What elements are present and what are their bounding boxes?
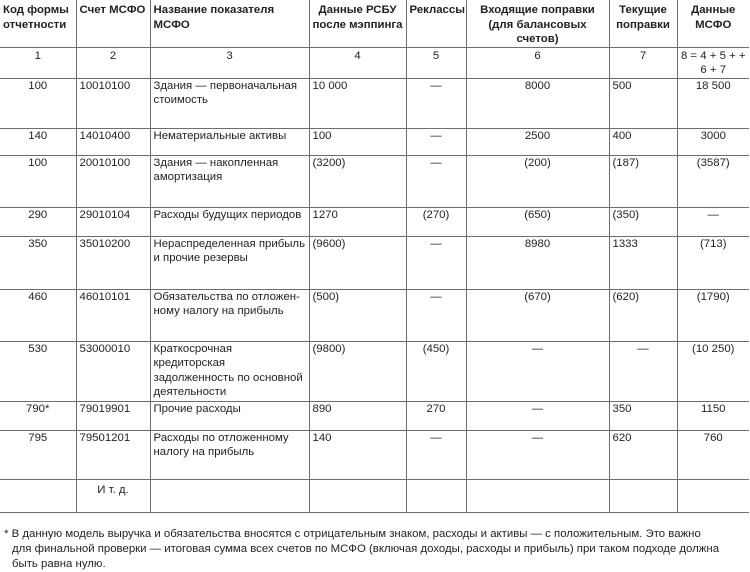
cell-ifrs: (1790): [677, 289, 749, 341]
header-ifrs-data: Данные МСФО: [677, 0, 749, 47]
cell-reclass: 270: [406, 401, 466, 430]
cell-reclass: (270): [406, 207, 466, 236]
cell-rsbu: 140: [309, 430, 406, 479]
footnote-line: * В данную модель выручка и обязательства вносятся с отрицательным знаком, расходы и активы — с положительным. Это важно: [4, 528, 701, 540]
cell-current: (620): [609, 289, 677, 341]
table-row: [0, 155, 749, 207]
header-ifrs-name: Название показателя МСФО: [150, 0, 309, 47]
cell-form-code: 100: [0, 78, 76, 128]
column-number: 1: [0, 47, 76, 78]
cell-ifrs: 18 500: [677, 78, 749, 128]
cell-incoming: —: [466, 341, 609, 401]
etc-row: [0, 479, 749, 512]
cell-empty: [0, 479, 76, 512]
cell-reclass: —: [406, 236, 466, 289]
cell-form-code: 795: [0, 430, 76, 479]
cell-rsbu: 890: [309, 401, 406, 430]
cell-rsbu: (3200): [309, 155, 406, 207]
cell-account: 79501201: [76, 430, 150, 479]
cell-account: 46010101: [76, 289, 150, 341]
header-row: [0, 0, 749, 47]
footnote-line: быть равна нулю.: [12, 558, 106, 570]
cell-rsbu: (9600): [309, 236, 406, 289]
cell-incoming: 2500: [466, 128, 609, 155]
column-number: 7: [609, 47, 677, 78]
cell-reclass: —: [406, 430, 466, 479]
cell-empty: [406, 479, 466, 512]
cell-ifrs: (3587): [677, 155, 749, 207]
cell-account: 35010200: [76, 236, 150, 289]
cell-form-code: 790*: [0, 401, 76, 430]
footnote: [4, 527, 748, 572]
cell-account: 53000010: [76, 341, 150, 401]
cell-name: Расходы по отложенному налогу на прибыль: [150, 430, 309, 479]
cell-current: 500: [609, 78, 677, 128]
cell-name: Здания — накопленная амортизация: [150, 155, 309, 207]
cell-empty: [677, 479, 749, 512]
cell-current: 620: [609, 430, 677, 479]
cell-reclass: (450): [406, 341, 466, 401]
cell-current: (350): [609, 207, 677, 236]
cell-current: 1333: [609, 236, 677, 289]
cell-reclass: —: [406, 78, 466, 128]
table-row: [0, 207, 749, 236]
column-number: 3: [150, 47, 309, 78]
header-ifrs-account: Счет МСФО: [76, 0, 150, 47]
table-row: [0, 128, 749, 155]
cell-incoming: (670): [466, 289, 609, 341]
column-number-row: [0, 47, 749, 78]
cell-empty: [466, 479, 609, 512]
cell-name: Краткосрочная кредиторская задолженность по основной деятельности: [150, 341, 309, 401]
table-row: [0, 430, 749, 479]
cell-name: Здания — первоначальная стоимость: [150, 78, 309, 128]
column-number: 8 = 4 + 5 + + 6 + 7: [677, 47, 749, 78]
table-row: [0, 236, 749, 289]
header-incoming-adjustments: Входящие поправки (для балансовых счетов): [466, 0, 609, 47]
cell-current: —: [609, 341, 677, 401]
cell-reclass: —: [406, 289, 466, 341]
cell-empty: [309, 479, 406, 512]
header-reclass: Реклассы: [406, 0, 466, 47]
cell-name: Расходы будущих периодов: [150, 207, 309, 236]
cell-current: (187): [609, 155, 677, 207]
column-number: 6: [466, 47, 609, 78]
cell-empty: [150, 479, 309, 512]
cell-account: 79019901: [76, 401, 150, 430]
cell-etc: И т. д.: [76, 479, 150, 512]
footnote-line: для финальной проверки — итоговая сумма всех счетов по МСФО (включая доходы, расходы и прибыль) при таком подходе должна: [12, 543, 720, 555]
cell-incoming: —: [466, 430, 609, 479]
cell-form-code: 140: [0, 128, 76, 155]
cell-rsbu: 10 000: [309, 78, 406, 128]
cell-account: 14010400: [76, 128, 150, 155]
cell-current: 350: [609, 401, 677, 430]
cell-rsbu: 100: [309, 128, 406, 155]
column-number: 4: [309, 47, 406, 78]
cell-ifrs: (10 250): [677, 341, 749, 401]
cell-rsbu: (500): [309, 289, 406, 341]
cell-ifrs: 3000: [677, 128, 749, 155]
cell-name: Прочие расходы: [150, 401, 309, 430]
cell-form-code: 530: [0, 341, 76, 401]
cell-reclass: —: [406, 128, 466, 155]
cell-incoming: (650): [466, 207, 609, 236]
cell-ifrs: 760: [677, 430, 749, 479]
cell-empty: [609, 479, 677, 512]
cell-form-code: 290: [0, 207, 76, 236]
cell-name: Нематериальные активы: [150, 128, 309, 155]
cell-name: Обязательства по отложенному налогу на прибыль: [150, 289, 309, 341]
column-number: 5: [406, 47, 466, 78]
cell-incoming: —: [466, 401, 609, 430]
cell-incoming: 8980: [466, 236, 609, 289]
header-rsbu-data: Данные РСБУ после мэппинга: [309, 0, 406, 47]
cell-account: 10010100: [76, 78, 150, 128]
header-current-adjustments: Текущие поправки: [609, 0, 677, 47]
cell-rsbu: (9800): [309, 341, 406, 401]
cell-ifrs: 1150: [677, 401, 749, 430]
cell-account: 20010100: [76, 155, 150, 207]
cell-form-code: 100: [0, 155, 76, 207]
table-row: [0, 401, 749, 430]
table-row: [0, 341, 749, 401]
column-number: 2: [76, 47, 150, 78]
cell-account: 29010104: [76, 207, 150, 236]
cell-name: Нераспределенная прибыль и прочие резервы: [150, 236, 309, 289]
cell-incoming: (200): [466, 155, 609, 207]
cell-form-code: 350: [0, 236, 76, 289]
cell-current: 400: [609, 128, 677, 155]
table-row: [0, 78, 749, 128]
cell-incoming: 8000: [466, 78, 609, 128]
cell-form-code: 460: [0, 289, 76, 341]
cell-reclass: —: [406, 155, 466, 207]
header-form-code: Код формы отчетности: [0, 0, 76, 47]
cell-ifrs: (713): [677, 236, 749, 289]
cell-rsbu: 1270: [309, 207, 406, 236]
cell-ifrs: —: [677, 207, 749, 236]
table-row: [0, 289, 749, 341]
